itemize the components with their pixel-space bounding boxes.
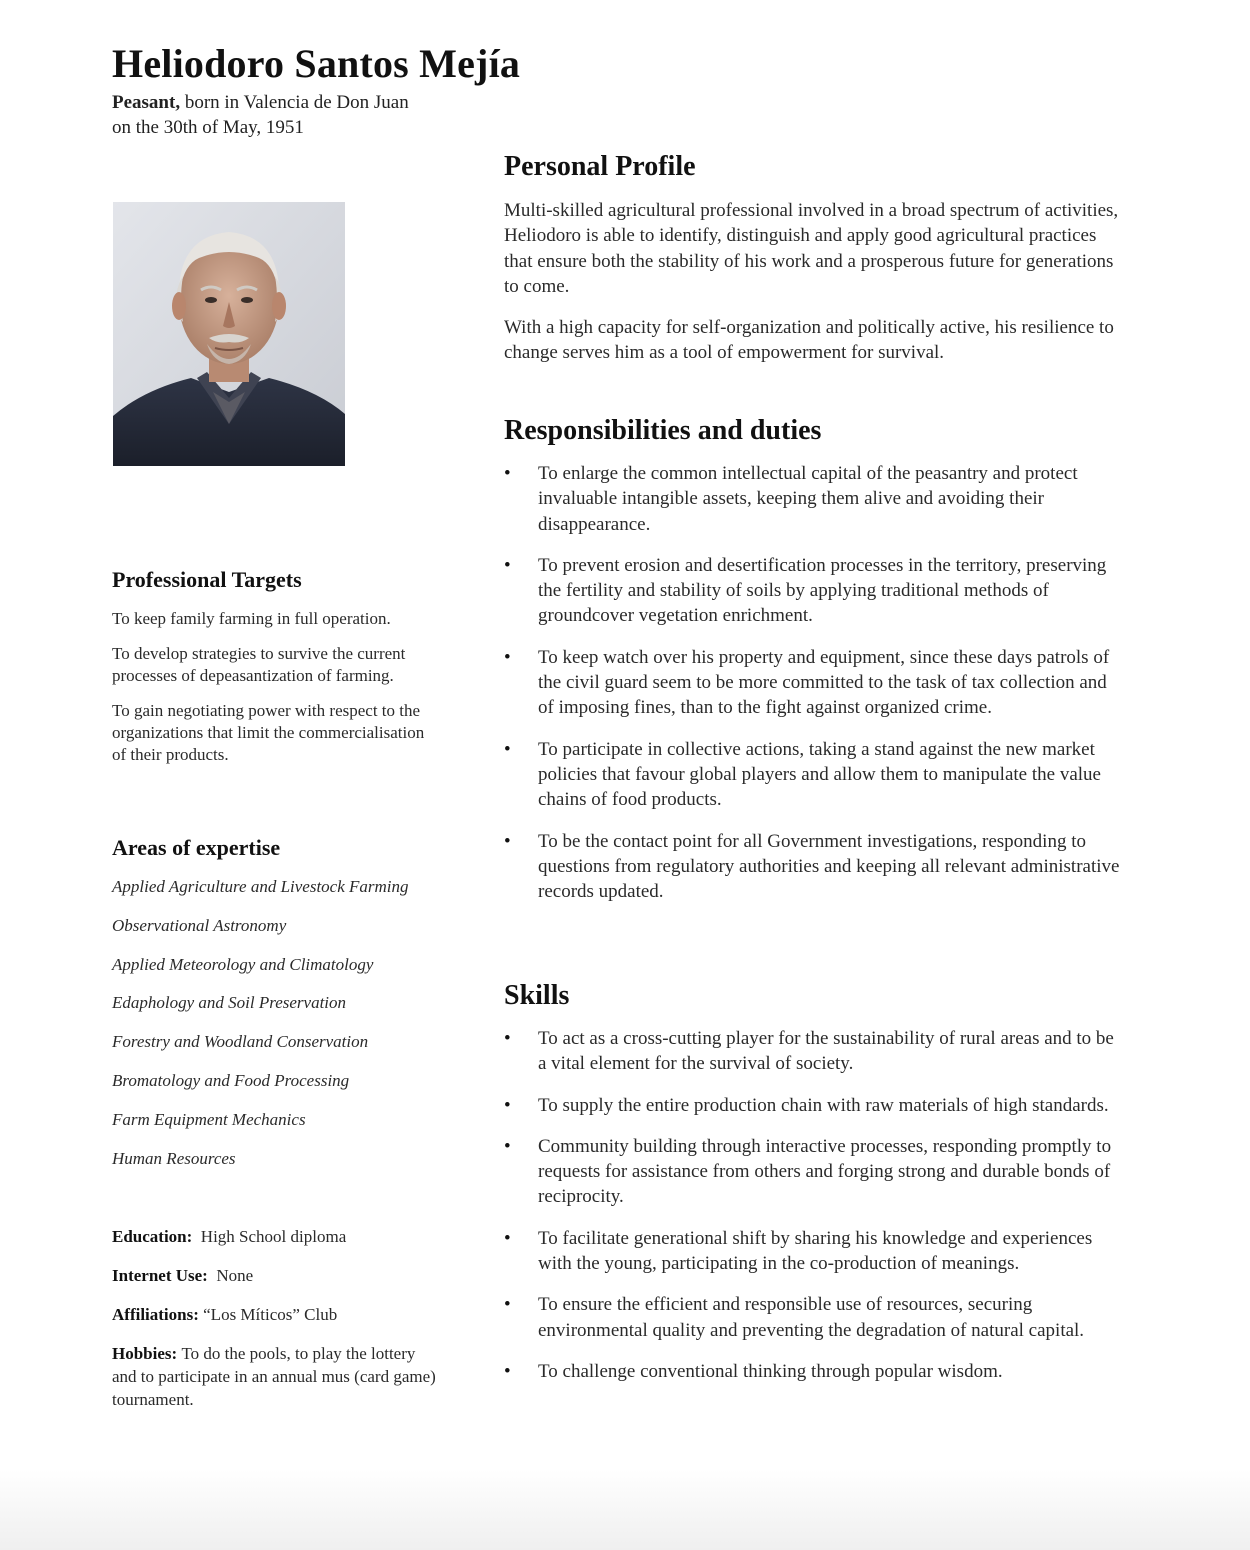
internet-use-fact [112, 1264, 442, 1287]
skill-item [504, 1134, 1124, 1210]
responsibility-text: To be the contact point for all Government investigations, responding to questions from regulatory authorities and keeping all relevant administrative records updated. [538, 830, 1120, 903]
target-item: To gain negotiating power with respect to the organizations that limit the commercialisation of their products. [112, 701, 425, 764]
expertise-item: Observational Astronomy [112, 915, 287, 935]
responsibility-item [504, 461, 1124, 537]
skills-list [504, 1026, 1124, 1384]
responsibilities-section [504, 414, 1124, 920]
responsibilities-list [504, 461, 1124, 904]
target-item: To develop strategies to survive the current processes of depeasantization of farming. [112, 644, 406, 685]
skill-text: To ensure the efficient and responsible use of resources, securing environmental quality and preventing the degradation of natural capital. [538, 1294, 1085, 1341]
bullet-icon: • [504, 646, 511, 668]
portrait-photo [113, 202, 345, 466]
responsibilities-title: Responsibilities and duties [504, 415, 822, 446]
target-item: To keep family farming in full operation. [112, 609, 391, 628]
skill-text: Community building through interactive processes, responding promptly to requests for assistance from others and forging strong and durable bonds of reciprocity. [538, 1135, 1112, 1208]
skills-title: Skills [504, 980, 570, 1011]
education-value: High School diploma [200, 1227, 347, 1246]
skill-item [504, 1026, 1124, 1077]
skill-item [504, 1093, 1124, 1118]
areas-of-expertise-title: Areas of expertise [112, 835, 281, 860]
person-subtitle [112, 90, 409, 140]
skill-item [504, 1359, 1124, 1384]
birth-date-text: on the 30th of May, 1951 [112, 117, 304, 138]
skill-text: To facilitate generational shift by sharing his knowledge and experiences with the young, participating in the co-production of meanings. [538, 1227, 1093, 1275]
affiliations-fact [112, 1303, 442, 1326]
skill-item [504, 1292, 1124, 1343]
occupation-label: Peasant, [112, 92, 181, 113]
portrait-image [113, 202, 345, 466]
profile-paragraph: With a high capacity for self-organization and politically active, his resilience to change serves him as a tool of empowerment for survival. [504, 317, 1114, 364]
hobbies-fact [112, 1342, 442, 1411]
responsibility-item [504, 553, 1124, 629]
expertise-item: Edaphology and Soil Preservation [112, 993, 347, 1013]
expertise-item: Bromatology and Food Processing [112, 1070, 350, 1090]
skill-text: To supply the entire production chain with raw materials of high standards. [538, 1094, 1109, 1116]
education-fact [112, 1225, 442, 1248]
responsibility-text: To enlarge the common intellectual capital of the peasantry and protect invaluable intangible assets, keeping them alive and avoiding their disappearance. [538, 463, 1078, 535]
bullet-icon: • [504, 1360, 511, 1382]
bullet-icon: • [504, 1094, 511, 1116]
education-label: Education: [112, 1227, 193, 1246]
responsibility-item [504, 645, 1124, 721]
expertise-item: Applied Meteorology and Climatology [112, 954, 374, 974]
internet-use-value: None [216, 1266, 254, 1285]
profile-paragraph: Multi-skilled agricultural professional involved in a broad spectrum of activities, Heliodoro is able to identify, distinguish and apply good agricultural practices that ensure both the stability of his work and a prosperous future for generations to come. [504, 200, 1119, 297]
responsibility-text: To participate in collective actions, taking a stand against the new market policies that favour global players and allow them to manipulate the value chains of food products. [538, 738, 1101, 811]
internet-use-label: Internet Use: [112, 1266, 208, 1285]
skills-section [504, 979, 1124, 1400]
bullet-icon: • [504, 554, 511, 576]
affiliations-value: “Los Míticos” Club [203, 1305, 338, 1324]
bullet-icon: • [504, 830, 511, 852]
personal-profile-section [504, 150, 1124, 382]
skill-text: To act as a cross-cutting player for the sustainability of rural areas and to be a vital element for the survival of society. [538, 1028, 1114, 1075]
expertise-item: Farm Equipment Mechanics [112, 1109, 306, 1129]
responsibility-item [504, 737, 1124, 813]
bullet-icon: • [504, 1294, 511, 1316]
birth-line [112, 90, 409, 115]
hobbies-value: To do the pools, to play the lottery and to participate in an annual mus (card game) tournament. [112, 1344, 436, 1409]
birthplace-text: born in Valencia de Don Juan [180, 92, 409, 113]
responsibility-text: To keep watch over his property and equipment, since these days patrols of the civil guard seem to be more committed to the task of tax collection and of imposing fines, than to the fight against organized crime. [538, 646, 1110, 719]
affiliations-label: Affiliations: [112, 1305, 199, 1324]
professional-targets-section [112, 566, 442, 779]
personal-facts-section [112, 1225, 442, 1427]
professional-targets-title: Professional Targets [112, 567, 302, 592]
areas-of-expertise-section [112, 834, 442, 1186]
bullet-icon: • [504, 1028, 511, 1049]
skill-item [504, 1226, 1124, 1277]
responsibility-item [504, 829, 1124, 905]
bullet-icon: • [504, 738, 511, 760]
expertise-item: Forestry and Woodland Conservation [112, 1032, 369, 1052]
person-name: Heliodoro Santos Mejía [112, 41, 521, 86]
skill-text: To challenge conventional thinking through popular wisdom. [538, 1360, 1003, 1382]
personal-profile-title: Personal Profile [504, 151, 696, 182]
expertise-list [112, 876, 442, 1186]
expertise-item: Applied Agriculture and Livestock Farming [112, 877, 409, 896]
responsibility-text: To prevent erosion and desertification processes in the territory, preserving the fertility and stability of soils by applying traditional methods of groundcover vegetation enrichment. [538, 554, 1107, 627]
hobbies-label: Hobbies: [112, 1344, 178, 1363]
bullet-icon: • [504, 1135, 511, 1157]
bullet-icon: • [504, 1227, 511, 1249]
bullet-icon: • [504, 463, 511, 484]
expertise-item: Human Resources [112, 1148, 236, 1168]
